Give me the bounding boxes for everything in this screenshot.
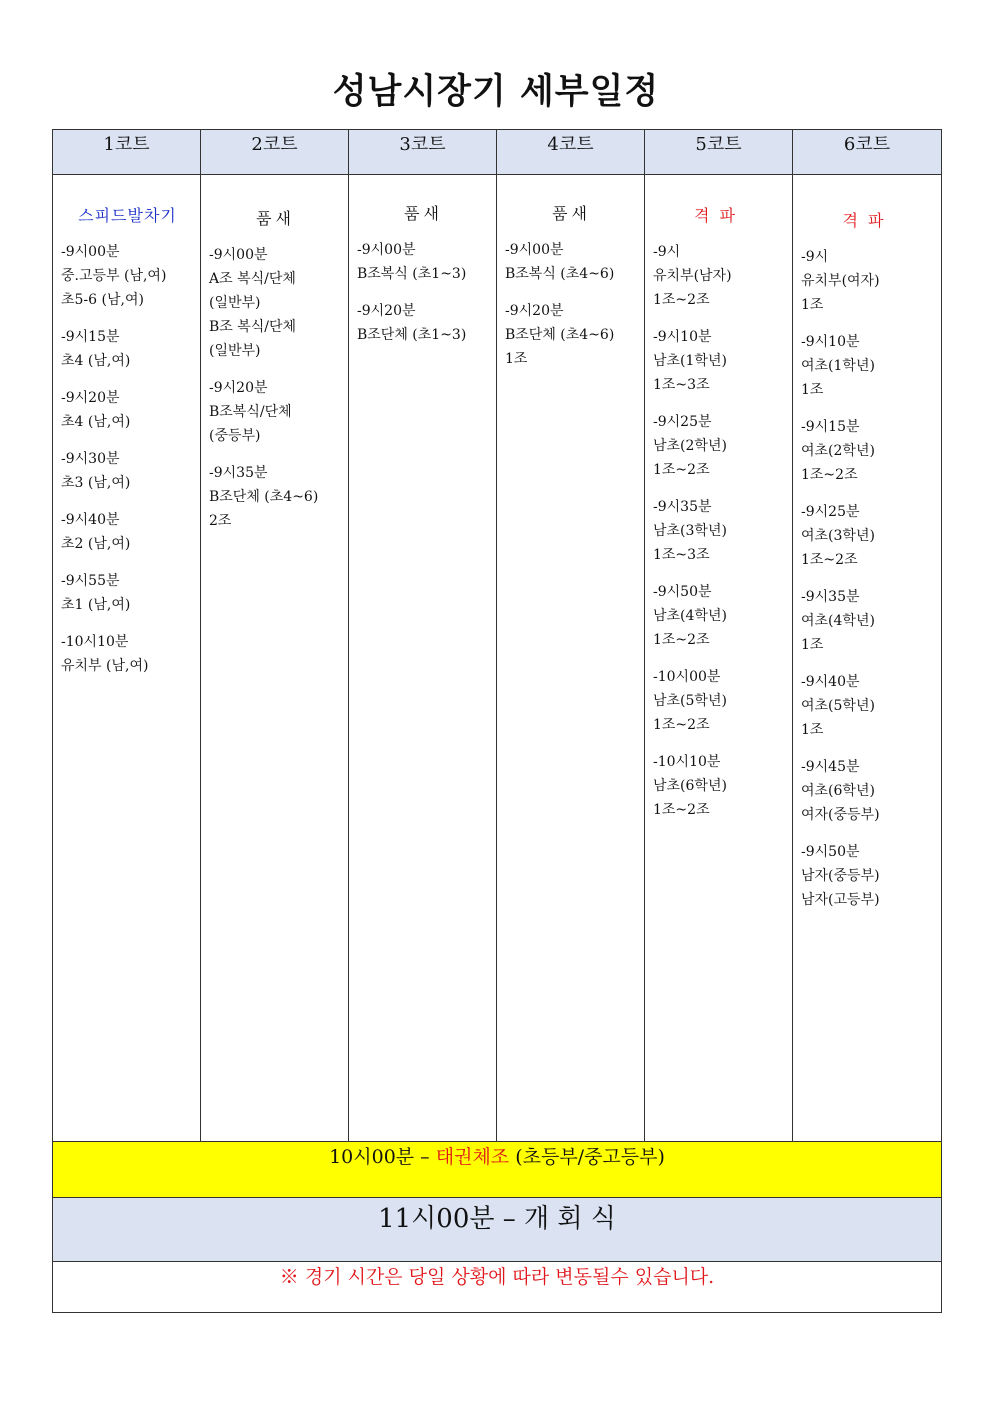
entry-time: -9시10분 [801, 334, 860, 350]
entry-detail: 1조~3조 [653, 377, 710, 393]
entry-detail: 유치부(여자) [801, 273, 880, 289]
entry-detail: B조단체 (초1~3) [357, 327, 467, 343]
entry-detail: 1조~2조 [653, 292, 710, 308]
entry-detail: 남초(4학년) [653, 608, 727, 624]
entry-time: -9시 [801, 249, 829, 265]
entry-time: -9시25분 [801, 504, 860, 520]
entry-detail: 여자(중등부) [801, 807, 880, 823]
entry-detail: 여초(2학년) [801, 443, 875, 459]
court-column-6 [793, 175, 942, 1142]
entry-detail: (중등부) [209, 428, 261, 444]
schedule-entry [653, 665, 786, 737]
entry-detail: 1조 [801, 382, 824, 398]
entry-detail: 초5-6 (남,여) [61, 292, 144, 308]
entry-detail: B조단체 (초4~6) [505, 327, 615, 343]
court-header-row [53, 130, 942, 175]
schedule-entry [61, 240, 194, 312]
entry-detail: 중.고등부 (남,여) [61, 268, 167, 284]
entry-time: -9시25분 [653, 414, 712, 430]
entry-time: -10시00분 [653, 669, 721, 685]
schedule-entry [505, 299, 638, 371]
entry-time: -9시35분 [653, 499, 712, 515]
court-column-1 [53, 175, 201, 1142]
court-column-2 [201, 175, 349, 1142]
schedule-entry [801, 245, 935, 317]
entry-time: -9시50분 [801, 844, 860, 860]
page-title: 성남시장기 세부일정 [332, 72, 660, 112]
court-category: 격파 [842, 211, 894, 230]
schedule-entry [357, 238, 490, 286]
schedule-entry [61, 508, 194, 556]
entry-detail: 1조 [801, 722, 824, 738]
court-header-2: 2코트 [201, 130, 349, 175]
entry-detail: 초3 (남,여) [61, 475, 131, 491]
entry-detail: 초4 (남,여) [61, 414, 131, 430]
schedule-entry [209, 461, 342, 533]
entry-detail: 1조~2조 [801, 552, 858, 568]
entry-time: -9시35분 [801, 589, 860, 605]
entry-time: -9시00분 [505, 242, 564, 258]
court-header-1: 1코트 [53, 130, 201, 175]
court-column-3 [349, 175, 497, 1142]
entry-detail: 남초(3학년) [653, 523, 727, 539]
entry-detail: 남초(2학년) [653, 438, 727, 454]
entry-detail: 2조 [209, 513, 232, 529]
note-row [53, 1262, 942, 1313]
schedule-entry [653, 495, 786, 567]
schedule-entry [505, 238, 638, 286]
entry-time: -9시00분 [61, 244, 120, 260]
entry-detail: 남초(6학년) [653, 778, 727, 794]
entry-detail: A조 복식/단체 [209, 271, 296, 287]
entry-detail: 초2 (남,여) [61, 536, 131, 552]
entry-detail: 1조 [801, 637, 824, 653]
entry-time: -9시 [653, 244, 681, 260]
schedule-entry [61, 386, 194, 434]
schedule-entry [801, 585, 935, 657]
schedule-entry [357, 299, 490, 347]
entry-time: -9시30분 [61, 451, 120, 467]
schedule-entry [801, 330, 935, 402]
entry-time: -9시20분 [505, 303, 564, 319]
court-column-4 [497, 175, 645, 1142]
entry-detail: 1조~2조 [653, 632, 710, 648]
opening-ceremony-row [53, 1198, 942, 1262]
entry-detail: 여초(6학년) [801, 783, 875, 799]
entry-time: -9시55분 [61, 573, 120, 589]
taekwon-event: 태권체조 [435, 1146, 510, 1168]
schedule-entry [653, 750, 786, 822]
entry-time: -9시40분 [61, 512, 120, 528]
court-category: 품새 [404, 204, 443, 223]
entry-detail: (일반부) [209, 343, 261, 359]
taekwon-time: 10시00분 – [329, 1146, 436, 1168]
entry-detail: 1조~2조 [653, 802, 710, 818]
schedule-entry [801, 755, 935, 827]
court-category: 품새 [552, 204, 591, 223]
entry-detail: 남자(중등부) [801, 868, 880, 884]
schedule-entry [61, 569, 194, 617]
entry-time: -9시35분 [209, 465, 268, 481]
entry-detail: 남초(1학년) [653, 353, 727, 369]
entry-time: -9시40분 [801, 674, 860, 690]
court-header-3: 3코트 [349, 130, 497, 175]
entry-detail: 유치부(남자) [653, 268, 732, 284]
entry-detail: 여초(3학년) [801, 528, 875, 544]
entry-time: -9시15분 [61, 329, 120, 345]
entry-detail: B조복식 (초4~6) [505, 266, 615, 282]
entry-time: -9시20분 [209, 380, 268, 396]
entry-time: -10시10분 [653, 754, 721, 770]
entry-time: -10시10분 [61, 634, 129, 650]
entry-detail: 초1 (남,여) [61, 597, 131, 613]
entry-detail: B조복식 (초1~3) [357, 266, 467, 282]
taekwon-exercise-cell [53, 1142, 942, 1198]
court-column-5 [645, 175, 793, 1142]
schedule-note: ※ 경기 시간은 당일 상황에 따라 변동될수 있습니다. [53, 1262, 942, 1313]
schedule-entry [801, 500, 935, 572]
entry-time: -9시15분 [801, 419, 860, 435]
court-header-6: 6코트 [793, 130, 942, 175]
entry-detail: 남초(5학년) [653, 693, 727, 709]
entry-time: -9시50분 [653, 584, 712, 600]
schedule-entry [209, 243, 342, 363]
schedule-entry [653, 580, 786, 652]
schedule-entry [801, 840, 935, 912]
entry-detail: 1조 [801, 297, 824, 313]
court-header-5: 5코트 [645, 130, 793, 175]
entry-detail: 1조~2조 [653, 462, 710, 478]
schedule-entry [61, 447, 194, 495]
schedule-entry [653, 410, 786, 482]
court-category: 격파 [694, 206, 745, 225]
entry-detail: B조복식/단체 [209, 404, 292, 420]
schedule-entry [801, 415, 935, 487]
entry-detail: 유치부 (남,여) [61, 658, 149, 674]
schedule-entry [653, 325, 786, 397]
entry-detail: 여초(5학년) [801, 698, 875, 714]
entry-detail: 여초(4학년) [801, 613, 875, 629]
schedule-table [52, 129, 942, 1313]
entry-time: -9시20분 [357, 303, 416, 319]
schedule-entry [209, 376, 342, 448]
opening-ceremony-cell: 11시00분 – 개 회 식 [53, 1198, 942, 1262]
taekwon-detail: (초등부/중고등부) [509, 1146, 665, 1168]
schedule-entry [61, 325, 194, 373]
court-category: 품새 [256, 209, 295, 228]
schedule-entry [653, 240, 786, 312]
schedule-entry [61, 630, 194, 678]
taekwon-exercise-row [53, 1142, 942, 1198]
entry-detail: 남자(고등부) [801, 892, 880, 908]
entry-detail: (일반부) [209, 295, 261, 311]
entry-time: -9시20분 [61, 390, 120, 406]
entry-time: -9시45분 [801, 759, 860, 775]
court-category: 스피드발차기 [78, 206, 177, 225]
entry-time: -9시00분 [209, 247, 268, 263]
entry-detail: B조단체 (초4~6) [209, 489, 319, 505]
court-header-4: 4코트 [497, 130, 645, 175]
entry-detail: 1조~3조 [653, 547, 710, 563]
schedule-entry [801, 670, 935, 742]
court-schedule-row [53, 175, 942, 1142]
entry-detail: 여초(1학년) [801, 358, 875, 374]
entry-time: -9시10분 [653, 329, 712, 345]
entry-detail: B조 복식/단체 [209, 319, 297, 335]
entry-detail: 초4 (남,여) [61, 353, 131, 369]
entry-detail: 1조~2조 [801, 467, 858, 483]
entry-detail: 1조 [505, 351, 528, 367]
entry-time: -9시00분 [357, 242, 416, 258]
entry-detail: 1조~2조 [653, 717, 710, 733]
